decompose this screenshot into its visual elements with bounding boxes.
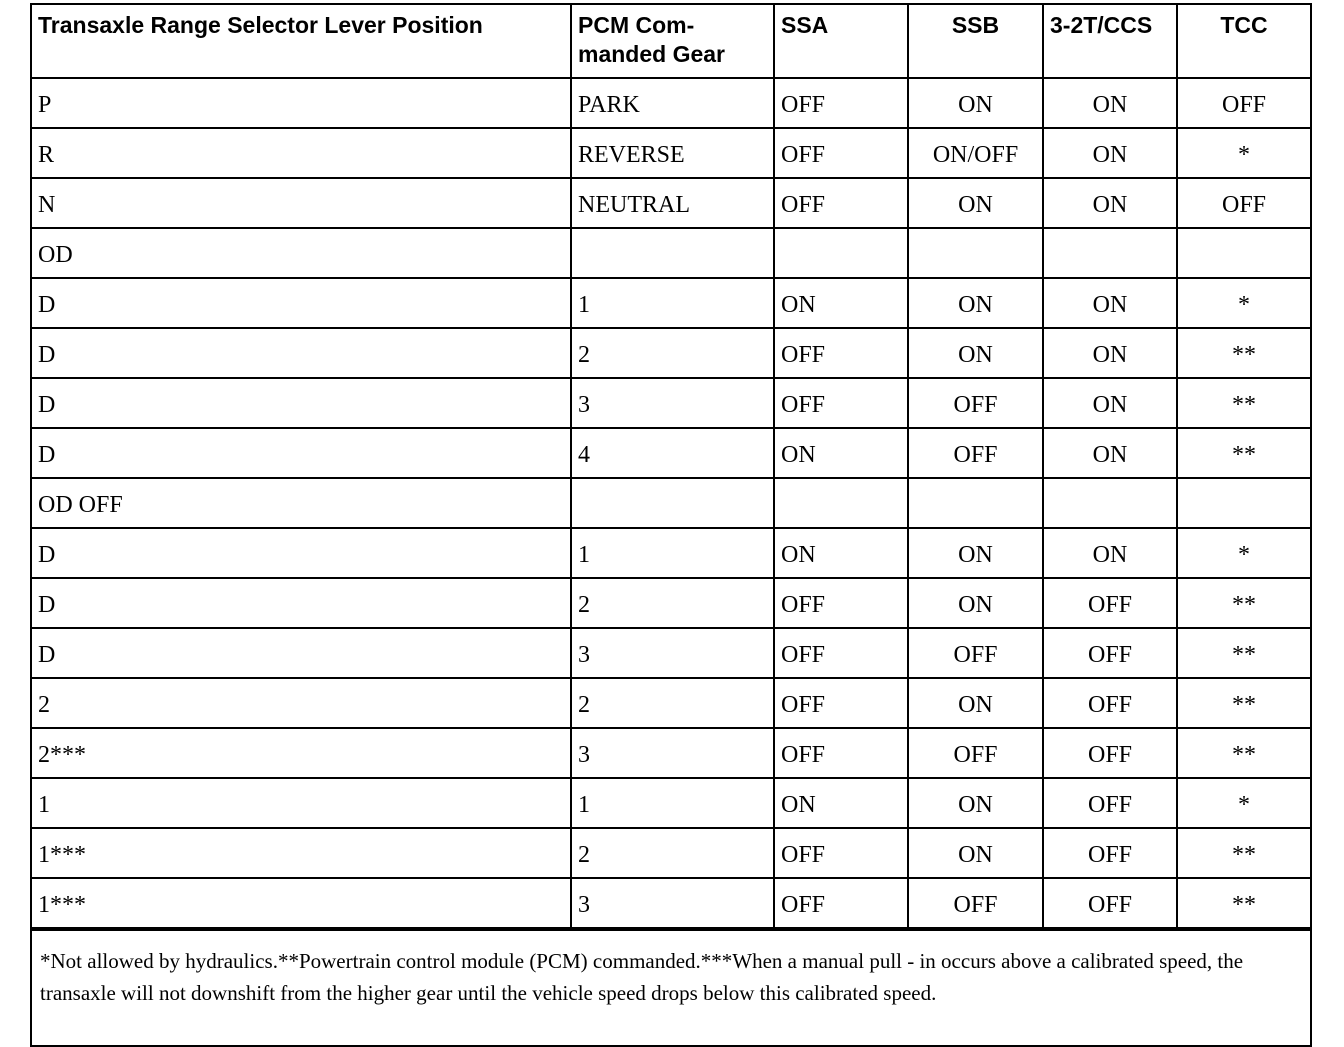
table-row xyxy=(32,878,1310,928)
cell-lever-position: 2*** xyxy=(32,728,571,778)
cell-lever-position: D xyxy=(32,428,571,478)
cell-commanded-gear: NEUTRAL xyxy=(571,178,774,228)
header-commanded-gear: PCM Com-manded Gear xyxy=(571,5,774,78)
cell-commanded-gear: 4 xyxy=(571,428,774,478)
cell-3-2t-ccs: OFF xyxy=(1043,678,1177,728)
cell-commanded-gear: 1 xyxy=(571,778,774,828)
cell-commanded-gear: 2 xyxy=(571,328,774,378)
cell-3-2t-ccs: OFF xyxy=(1043,728,1177,778)
cell-ssa: ON xyxy=(774,278,908,328)
cell-3-2t-ccs: ON xyxy=(1043,378,1177,428)
cell-tcc: ** xyxy=(1177,678,1310,728)
solenoid-operation-table xyxy=(32,5,1310,929)
cell-tcc: * xyxy=(1177,278,1310,328)
header-ssb: SSB xyxy=(908,5,1043,78)
cell-ssb: ON xyxy=(908,578,1043,628)
shift-solenoid-table-document xyxy=(30,3,1312,1047)
cell-commanded-gear xyxy=(571,228,774,278)
cell-ssa: OFF xyxy=(774,128,908,178)
table-row xyxy=(32,178,1310,228)
table-row xyxy=(32,428,1310,478)
cell-ssb: OFF xyxy=(908,628,1043,678)
cell-ssb: ON xyxy=(908,778,1043,828)
cell-ssa: OFF xyxy=(774,728,908,778)
cell-commanded-gear: 3 xyxy=(571,628,774,678)
cell-3-2t-ccs: OFF xyxy=(1043,878,1177,928)
cell-lever-position: D xyxy=(32,528,571,578)
table-row xyxy=(32,128,1310,178)
cell-3-2t-ccs: OFF xyxy=(1043,578,1177,628)
table-row xyxy=(32,378,1310,428)
table-row xyxy=(32,78,1310,128)
table-row xyxy=(32,278,1310,328)
cell-commanded-gear: 2 xyxy=(571,828,774,878)
cell-3-2t-ccs: OFF xyxy=(1043,828,1177,878)
cell-tcc: ** xyxy=(1177,828,1310,878)
table-row xyxy=(32,578,1310,628)
cell-3-2t-ccs: ON xyxy=(1043,328,1177,378)
cell-ssa xyxy=(774,228,908,278)
cell-3-2t-ccs: ON xyxy=(1043,78,1177,128)
cell-lever-position: 1*** xyxy=(32,828,571,878)
cell-3-2t-ccs xyxy=(1043,478,1177,528)
cell-lever-position: OD OFF xyxy=(32,478,571,528)
cell-commanded-gear: PARK xyxy=(571,78,774,128)
cell-ssb: ON xyxy=(908,528,1043,578)
cell-ssa: ON xyxy=(774,428,908,478)
cell-ssb: ON xyxy=(908,328,1043,378)
cell-lever-position: 1 xyxy=(32,778,571,828)
table-row xyxy=(32,628,1310,678)
cell-ssb: ON xyxy=(908,828,1043,878)
cell-ssa xyxy=(774,478,908,528)
cell-ssa: OFF xyxy=(774,328,908,378)
cell-ssb xyxy=(908,228,1043,278)
cell-commanded-gear: 2 xyxy=(571,578,774,628)
table-row xyxy=(32,778,1310,828)
cell-lever-position: D xyxy=(32,628,571,678)
cell-tcc: ** xyxy=(1177,378,1310,428)
table-row xyxy=(32,528,1310,578)
cell-tcc: ** xyxy=(1177,578,1310,628)
cell-lever-position: OD xyxy=(32,228,571,278)
cell-commanded-gear: 1 xyxy=(571,278,774,328)
cell-commanded-gear xyxy=(571,478,774,528)
cell-tcc: * xyxy=(1177,128,1310,178)
cell-ssa: OFF xyxy=(774,578,908,628)
cell-3-2t-ccs xyxy=(1043,228,1177,278)
cell-3-2t-ccs: ON xyxy=(1043,528,1177,578)
cell-lever-position: 2 xyxy=(32,678,571,728)
cell-tcc: ** xyxy=(1177,328,1310,378)
cell-ssb: OFF xyxy=(908,878,1043,928)
cell-ssb xyxy=(908,478,1043,528)
cell-tcc: ** xyxy=(1177,428,1310,478)
cell-ssa: OFF xyxy=(774,678,908,728)
cell-ssb: OFF xyxy=(908,378,1043,428)
cell-tcc: ** xyxy=(1177,628,1310,678)
cell-ssa: OFF xyxy=(774,78,908,128)
cell-commanded-gear: 3 xyxy=(571,878,774,928)
header-tcc: TCC xyxy=(1177,5,1310,78)
cell-tcc xyxy=(1177,478,1310,528)
cell-commanded-gear: 3 xyxy=(571,378,774,428)
cell-3-2t-ccs: OFF xyxy=(1043,778,1177,828)
cell-ssb: ON xyxy=(908,78,1043,128)
cell-tcc: ** xyxy=(1177,878,1310,928)
cell-3-2t-ccs: ON xyxy=(1043,128,1177,178)
cell-tcc: * xyxy=(1177,778,1310,828)
header-ssa: SSA xyxy=(774,5,908,78)
cell-ssb: OFF xyxy=(908,728,1043,778)
cell-ssa: OFF xyxy=(774,378,908,428)
table-row xyxy=(32,228,1310,278)
table-row xyxy=(32,478,1310,528)
cell-tcc: ** xyxy=(1177,728,1310,778)
cell-ssa: ON xyxy=(774,778,908,828)
cell-tcc: OFF xyxy=(1177,178,1310,228)
cell-ssa: OFF xyxy=(774,828,908,878)
cell-ssb: ON xyxy=(908,278,1043,328)
table-row xyxy=(32,828,1310,878)
cell-3-2t-ccs: ON xyxy=(1043,178,1177,228)
cell-lever-position: N xyxy=(32,178,571,228)
cell-tcc: * xyxy=(1177,528,1310,578)
cell-commanded-gear: 1 xyxy=(571,528,774,578)
table-row xyxy=(32,328,1310,378)
cell-lever-position: P xyxy=(32,78,571,128)
cell-tcc xyxy=(1177,228,1310,278)
cell-3-2t-ccs: ON xyxy=(1043,428,1177,478)
cell-ssb: ON xyxy=(908,678,1043,728)
cell-lever-position: D xyxy=(32,278,571,328)
cell-ssa: ON xyxy=(774,528,908,578)
cell-ssb: ON/OFF xyxy=(908,128,1043,178)
cell-ssa: OFF xyxy=(774,178,908,228)
cell-commanded-gear: 2 xyxy=(571,678,774,728)
cell-ssa: OFF xyxy=(774,878,908,928)
table-row xyxy=(32,728,1310,778)
cell-3-2t-ccs: ON xyxy=(1043,278,1177,328)
cell-lever-position: R xyxy=(32,128,571,178)
table-header-row xyxy=(32,5,1310,78)
table-row xyxy=(32,678,1310,728)
cell-ssa: OFF xyxy=(774,628,908,678)
cell-ssb: ON xyxy=(908,178,1043,228)
cell-lever-position: 1*** xyxy=(32,878,571,928)
cell-lever-position: D xyxy=(32,328,571,378)
cell-commanded-gear: REVERSE xyxy=(571,128,774,178)
cell-tcc: OFF xyxy=(1177,78,1310,128)
cell-ssb: OFF xyxy=(908,428,1043,478)
cell-commanded-gear: 3 xyxy=(571,728,774,778)
cell-lever-position: D xyxy=(32,378,571,428)
header-3-2t-ccs: 3-2T/CCS xyxy=(1043,5,1177,78)
header-lever-position: Transaxle Range Selector Lever Position xyxy=(32,5,571,78)
cell-3-2t-ccs: OFF xyxy=(1043,628,1177,678)
footnote: *Not allowed by hydraulics.**Powertrain control module (PCM) commanded.***When a manual pull - in occurs above a calibrated speed, the transaxle will not downshift from the higher gear until the vehicle speed drops below this calibrated speed. xyxy=(32,929,1310,1045)
cell-lever-position: D xyxy=(32,578,571,628)
